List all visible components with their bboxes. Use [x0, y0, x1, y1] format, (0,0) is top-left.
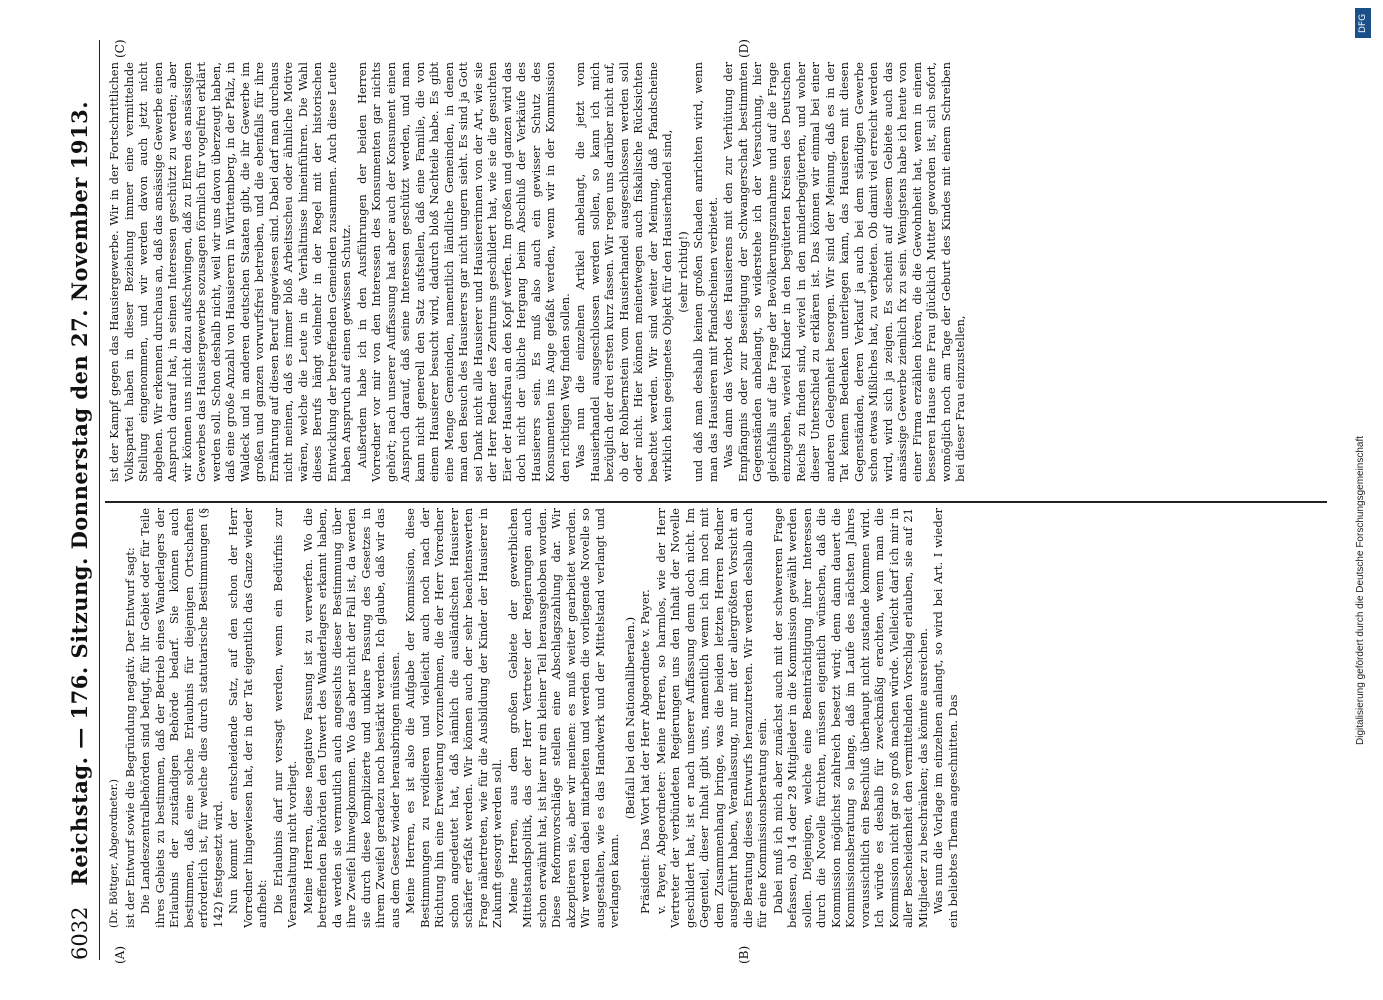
left-column — [107, 508, 961, 928]
margin-mark-b: (B) — [736, 945, 751, 964]
paragraph: Meine Herren, es ist also die Aufgabe der Kommission, diese Bestimmungen zu revidieren und vielleicht auch noch nach der Richtung hin eine Erweiterung vorzunehmen, die der Herr Vorredner schon angedeutet hat, daß nämlich die ausländischen Hausierer schärfer erfaßt werden. Wir können auch der sehr beachtenswerten Frage nähertreten, wie für die Ausbildung der Kinder der Hausierer in Zukunft gesorgt werden soll. — [402, 508, 504, 928]
paragraph: Meine Herren, diese negative Fassung ist zu verwerfen. Wo die betreffenden Behörden den Unwert des Wanderlagers erkannt haben, da werden sie vermutlich auch angesichts dieser Bestimmung über ihre Zweifel hinwegkommen. Wo das aber nicht der Fall ist, da werden sie durch diese komplizierte und unklare Fassung des Gesetzes in ihrem Zweifel geradezu noch bestärkt werden. Ich glaube, daß wir das aus dem Gesetz wieder herausbringen müssen. — [300, 508, 401, 928]
paragraph: Meine Herren, aus dem großen Gebiete der gewerblichen Mittelstandspolitik, das der Herr Vertreter der Regierungen auch schon erwähnt hat, ist hier nur ein kleiner Teil herausgehoben worden. Diese Reformvorschläge stellen eine Abschlagszahlung dar. Wir akzeptieren sie, aber wir meinen: es muß weiter gearbeitet werden. Wir werden dabei mitarbeiten und werden die vorliegende Novelle so ausgestalten, wie es das Handwerk und der Mittelstand verlangt und verlangen kann. — [505, 508, 621, 928]
paragraph: Außerdem habe ich in den Ausführungen der beiden Herren Vorredner vor mir von den Interessen des Konsumenten gar nichts gehört; nach unserer Auffassung hat aber auch der Konsument einen Anspruch darauf, daß seine Interessen geschützt werden, und man kann nicht generell den Satz aufstellen, daß eine Familie, die von einem Hausierer besucht wird, dadurch bloß Nachteile habe. Es gibt eine Menge Gemeinden, namentlich ländliche Gemeinden, in denen man den Besuch des Hausierers gar nicht ungern sieht. Es sind ja Gott sei Dank nicht alle Hausierer und Hausiererinnen von der Art, wie sie der Herr Redner des Zentrums geschildert hat, wie sie die gesuchten Eier der Hausfrau an den Kopf werfen. Im großen und ganzen wird das doch nicht der übliche Hergang beim Abschluß der Verkäufe des Hausierers sein. Es muß also auch ein gewisser Schutz des Konsumenten ins Auge gefaßt werden, wenn wir in der Kommission den richtigen Weg finden sollen. — [354, 62, 571, 482]
paragraph: Die Erlaubnis darf nur versagt werden, wenn ein Bedürfnis zur Veranstaltung nicht vorliegt. — [270, 508, 299, 928]
margin-mark-a: (A) — [112, 945, 127, 964]
paragraph: Dabei muß ich mich aber zunächst auch mit der schwereren Frage befassen, ob 14 oder 28 Mitglieder in die Kommission gewählt werden sollen. Diejenigen, welche eine Beeinträchtigung ihrer Interessen durch die Novelle fürchten, müssen eigentlich wünschen, daß die Kommission möglichst zahlreich besetzt wird; denn dann dauert die Kommissionsberatung so lange, daß im Laufe des nächsten Jahres voraussichtlich ein Beschluß überhaupt nicht zustande kommen wird. Ich würde es deshalb für zweckmäßig erachten, wenn man die Kommission nicht gar so groß machen würde. Vielleicht darf ich mir in aller Bescheidenheit den vermittelnden Vorschlag erlauben, sie auf 21 Mitglieder zu beschränken; das könnte ausreichen. — [770, 508, 929, 928]
right-column — [107, 62, 969, 482]
digitization-credit: Digitalisierung gefördert durch die Deutsche Forschungsgemeinschaft — [1355, 435, 1366, 745]
margin-mark-d: (D) — [736, 39, 751, 58]
paragraph: (Dr. Böttger, Abgeordneter.) — [107, 778, 120, 928]
paragraph: v. Payer, Abgeordneter: Meine Herren, so harmlos, wie der Herr Vertreter der verbündeten Regierungen uns den Inhalt der Novelle geschildert hat, ist er nach unserer Auffassung denn doch nicht. Im Gegenteil, dieser Inhalt gibt uns, namentlich wenn ich ihn noch mit dem Zusammenhang bringe, was die beiden letzten Herren Redner ausgeführt haben, Veranlassung, nur mit der allergrößten Vorsicht an die Beratung dieses Entwurfs heranzutreten. Wir werden deshalb auch für eine Kommissionsberatung sein. — [653, 508, 769, 928]
paragraph: Nun kommt der entscheidende Satz, auf den schon der Herr Vorredner hingewiesen hat, der in der Tat eigentlich das Ganze wieder aufhebt: — [225, 508, 269, 928]
paragraph: Präsident: Das Wort hat der Herr Abgeordnete v. Payer. — [637, 589, 652, 914]
paragraph: und daß man deshalb keinen großen Schaden anrichten wird, wenn man das Hausieren mit Pfandscheinen verbietet. — [690, 62, 719, 482]
paragraph: Was dann das Verbot des Hausierens mit den zur Verhütung der Empfängnis oder zur Beseitigung der Schwangerschaft bestimmten Gegenständen anbelangt, so widerstehe ich der Versuchung, hier gleichfalls auf die Frage der Bevölkerungszunahme und auf die Frage einzugehen, wieviel Kinder in den begüterten Kreisen des Deutschen Reichs zu finden sind, wieviel in den minderbegüterten, und woher dieser Unterschied zu erklären ist. Das können wir einmal bei einer anderen Gelegenheit besorgen. Wir sind der Meinung, daß es in der Tat keinem Bedenken unterliegen kann, das Hausieren mit diesen Gegenständen, deren Verkauf ja auch bei dem ständigen Gewerbe schon etwas Mißliches hat, zu verbieten. Ob damit viel erreicht werden wird, wird sich ja zeigen. Es scheint auf diesem Gebiete auch das ansässige Gewerbe ziemlich fix zu sein. Wenigstens habe ich heute von einer Firma erzählen hören, die die Gewohnheit hat, wenn in einem besseren Hause eine Frau glücklich Mutter geworden ist, sich sofort, womöglich noch am Tage der Geburt des Kindes mit einem Schreiben bei dieser Frau einzustellen, — [720, 62, 967, 482]
paragraph: ist der Kampf gegen das Hausiergewerbe. Wir in der Fortschrittlichen Volkspartei haben in dieser Beziehung immer eine vermittelnde Stellung eingenommen, und wir werden davon auch jetzt nicht abgehen. Wir erkennen durchaus an, daß das ansässige Gewerbe einen Anspruch darauf hat, in seinen Interessen geschützt zu werden; aber wir können uns nicht dazu aufschwingen, daß zu Ehren des ansässigen Gewerbes das Hausiergewerbe sozusagen förmlich für vogelfrei erklärt werden soll. Schon deshalb nicht, weil wir uns davon überzeugt haben, daß eine große Anzahl von Hausierern in Württemberg, in der Pfalz, in Waldeck und in anderen deutschen Staaten gibt, die ihr Gewerbe im großen und ganzen vorwurfsfrei betreiben, und die ebenfalls für ihre Ernährung auf diesen Beruf angewiesen sind. Dabei darf man durchaus nicht meinen, daß es immer bloß Arbeitsscheu oder ähnliche Motive wären, welche die Leute in die Verhältnisse hineinführen. Die Wahl dieses Berufs hängt vielmehr in der Regel mit der historischen Entwicklung der betreffenden Gemeinden zusammen. Auch diese Leute haben Anspruch auf einen gewissen Schutz. — [106, 62, 353, 482]
paragraph: Die Landeszentralbehörden sind befugt, für ihr Gebiet oder für Teile ihres Gebiets zu bestimmen, daß der Betrieb eines Wanderlagers der Erlaubnis der zuständigen Behörde bedarf. Sie können auch bestimmen, daß eine solche Erlaubnis für diejenigen Ortschaften erforderlich ist, für welche dies durch statutarische Bestimmungen (§ 142) festgesetzt wird. — [137, 508, 224, 928]
page-number: 6032 — [67, 906, 92, 960]
paragraph: Was nun die einzelnen Artikel anbelangt, die jetzt vom Hausierhandel ausgeschlossen werden sollen, so kann ich mich bezüglich der drei ersten kurz fassen. Wir regen uns darüber nicht auf, ob der Rohbernstein vom Hausierhandel ausgeschlossen werden soll oder nicht. Hier können meinetwegen auch fiskalische Rücksichten beachtet werden. Wir sind weiter der Meinung, daß Pfandscheine wirklich kein geeignetes Objekt für den Hausierhandel sind, — [572, 62, 674, 482]
paragraph: ist der Entwurf sowie die Begründung negativ. Der Entwurf sagt: — [122, 547, 136, 928]
page-title: Reichstag. — 176. Sitzung. Donnerstag den 27. November 1913. — [66, 100, 92, 886]
margin-mark-c: (C) — [112, 39, 127, 58]
paragraph: (Beifall bei den Nationalliberalen.) — [622, 616, 636, 820]
document-page — [47, 30, 1337, 970]
paragraph: (sehr richtig!) — [675, 231, 689, 313]
column-divider — [105, 502, 1327, 504]
rotated-page-frame — [47, 30, 1337, 970]
page-header — [67, 40, 100, 960]
dfg-logo: DFG — [1355, 8, 1371, 38]
paragraph: Was nun die Vorlage im einzelnen anlangt, so wird bei Art. I wieder ein beliebtes Thema angeschnitten. Das — [930, 508, 959, 928]
